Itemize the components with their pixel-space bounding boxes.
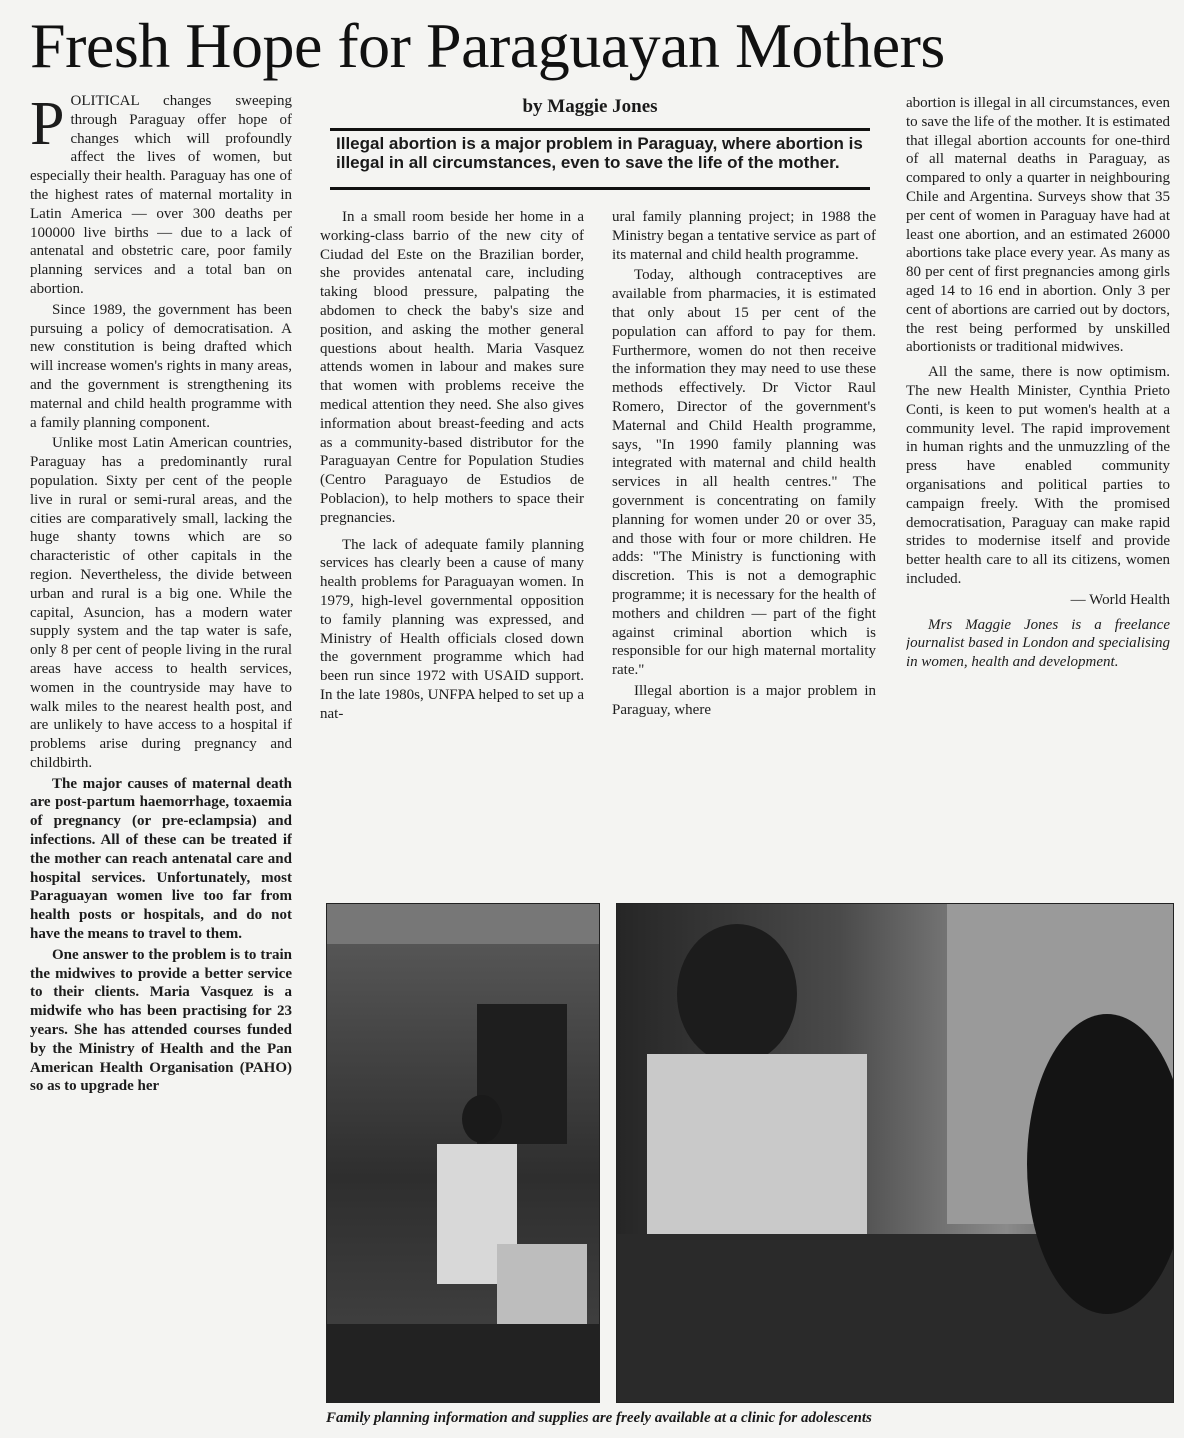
paragraph-9: Today, although contraceptives are available from pharmacies, it is estimated that only about 15 per cent of the population can afford to pay for them. Furthermore, women do not then receive the information they may need to use these methods effectively. Dr Victor Raul Romero, Director of the government's Maternal and Child Health programme, says, "In 1990 family planning was integrated with maternal and child health services in all health centres." The government is concentrating on family planning for women under 20 or over 35, and those with four or more children. He adds: "The Ministry is functioning with discretion. This is not a demographic programme; it is necessary for the health of mothers and children — part of the fight against criminal abortion which is responsible for our high maternal mortality rate." (612, 267, 876, 679)
paragraph-5: One answer to the problem is to train the midwives to provide a better service to their clients. Maria Vasquez is a midwife who has been practising for 23 years. She has attended courses funded by the Ministry of Health and the Pan American Health Organisation (PAHO) so as to upgrade her (30, 946, 292, 1095)
paragraph-6: In a small room beside her home in a working-class barrio of the new city of Ciudad del Este on the Brazilian border, she provides antenatal care, including taking blood pressure, palpating the abdomen to check the baby's size and position, and asking the mother general questions about health. Maria Vasquez attends women in labour and makes sure that women with problems receive the medical attention they need. She also gives information about breast-feeding and acts as a community-based distributor for the Paraguayan Centre for Population Studies (Centro Paraguayo de Estudios de Poblacion), to help mothers to space their pregnancies. (320, 209, 584, 526)
column-3 (612, 208, 876, 884)
column-1 (30, 92, 292, 1410)
drop-cap: P (30, 92, 65, 158)
paragraph-8: ural family planning project; in 1988 the Ministry began a tentative service as part of its maternal and child health programme. (612, 209, 876, 263)
paragraph-1: POLITICAL changes sweeping through Paraguay offer hope of changes which will profoundly affect the lives of women, but especially their health. Paraguay has one of the highest rates of maternal mortality in Latin America — over 300 deaths per 100000 live births — due to a lack of antenatal and obstetric care, poor family planning services and a total ban on abortion. (30, 92, 292, 297)
photo-clinic-consultation (616, 903, 1174, 1403)
paragraph-12: All the same, there is now optimism. The new Health Minister, Cynthia Prieto Conti, is keen to put women's health at a community level. The rapid improvement in human rights and the unmuzzling of the press have enabled community organisations and political parties to campaign freely. With the promised democratisation, Paraguay can make rapid strides to modernise itself and provide better health care to all its citizens, women included. (906, 364, 1170, 587)
headline: Fresh Hope for Paraguayan Mothers (30, 10, 945, 81)
photo-midwife-clinic (326, 903, 600, 1403)
paragraph-11: abortion is illegal in all circumstances, even to save the life of the mother. It is estimated that illegal abortion accounts for one-third of all maternal deaths in Paraguay, as compared to only a quarter in neighbouring Chile and Argentina. Surveys show that 35 per cent of women in Paraguay have had at least one abortion, and an estimated 26000 abortions take place every year. As many as 80 per cent of first pregnancies among girls aged 14 to 16 end in abortion. Only 3 per cent of abortions are carried out by doctors, the rest being performed by unskilled abortionists or traditional midwives. (906, 95, 1170, 356)
pull-quote: Illegal abortion is a major problem in Paraguay, where abortion is illegal in all circumstances, even to save the life of the mother. (330, 128, 870, 190)
paragraph-10: Illegal abortion is a major problem in Paraguay, where (612, 682, 876, 718)
column-4 (906, 94, 1170, 886)
column-2 (320, 208, 584, 884)
photo-caption: Family planning information and supplies are freely available at a clinic for adolescents (326, 1410, 872, 1426)
author-bio: Mrs Maggie Jones is a freelance journalist based in London and specialising in women, health and development. (906, 616, 1170, 671)
photo-midwife-graphic (327, 904, 599, 1402)
paragraph-2: Since 1989, the government has been pursuing a policy of democratisation. A new constitution is being drafted which will increase women's rights in many areas, and the government is strengthening its maternal and child health programme with a family planning component. (30, 301, 292, 431)
paragraph-7: The lack of adequate family planning services has clearly been a cause of many health problems for Paraguayan women. In 1979, high-level governmental opposition to family planning was expressed, and Ministry of Health officials closed down the government programme which had been run since 1972 with USAID support. In the late 1980s, UNFPA helped to set up a nat- (320, 536, 584, 722)
photo-consultation-graphic (617, 904, 1173, 1402)
byline: by Maggie Jones (522, 96, 658, 117)
paragraph-3: Unlike most Latin American countries, Paraguay has a predominantly rural population. Sixty per cent of the people live in rural or semi-rural areas, and the cities are comparatively small, lacking the huge shanty towns which are so characteristic of other capitals in the region. Nevertheless, the divide between urban and rural is a big one. While the capital, Asuncion, has a modern water supply system and the tap water is safe, only 8 per cent of people living in the rural areas have access to health services, women in the countryside may have to walk miles to the nearest health post, and are unlikely to have access to a hospital if problems arise during pregnancy and childbirth. (30, 435, 292, 771)
source-credit: — World Health (1070, 591, 1170, 608)
paragraph-4: The major causes of maternal death are post-partum haemorrhage, toxaemia of pregnancy (or pre-eclampsia) and infections. All of these can be treated if the mother can reach antenatal care and hospital services. Unfortunately, most Paraguayan women live too far from health posts or hospitals, and do not have the means to travel to them. (30, 775, 292, 943)
